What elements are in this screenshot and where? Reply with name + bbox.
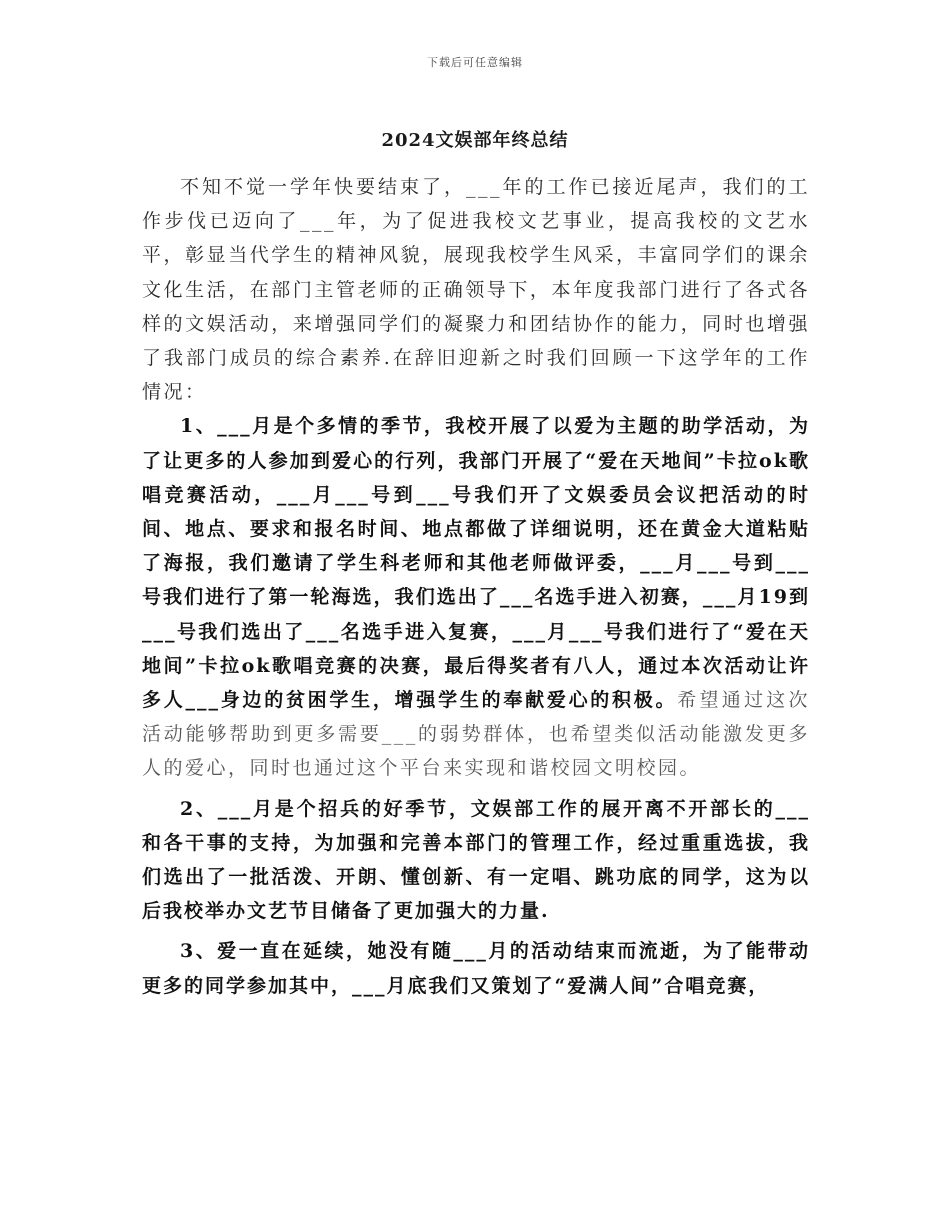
document-body xyxy=(142,170,810,1003)
item-3-paragraph: 3、爱一直在延续，她没有随___月的活动结束而流逝，为了能带动更多的同学参加其中，___月底我们又策划了“爱满人间”合唱竞赛， xyxy=(142,940,810,997)
item-2-paragraph: 2、___月是个招兵的好季节，文娱部工作的展开离不开部长的___和各干事的支持，为加强和完善本部门的管理工作，经过重重选拔，我们选出了一批活泼、开朗、懂创新、有一定唱、跳功底的同学，这为以后我校举办文艺节目储备了更加强大的力量. xyxy=(142,797,810,923)
page-header-note: 下载后可任意编辑 xyxy=(427,56,523,69)
item-1-paragraph xyxy=(142,409,810,785)
document-title: 2024文娱部年终总结 xyxy=(381,130,569,151)
item-1-light-text: 希望通过这次活动能够帮助到更多需要___的弱势群体，也希望类似活动能激发更多人的爱心，同时也通过这个平台来实现和谐校园文明校园。 xyxy=(142,689,810,780)
item-1-bold-text: 1、___月是个多情的季节，我校开展了以爱为主题的助学活动，为了让更多的人参加到爱心的行列，我部门开展了“爱在天地间”卡拉ok歌唱竞赛活动，___月___号到___号我们开了文娱委员会议把活动的时间、地点、要求和报名时间、地点都做了详细说明，还在黄金大道粘贴了海报，我们邀请了学生科老师和其他老师做评委，___月___号到___号我们进行了第一轮海选，我们选出了___名选手进入初赛，___月19到___号我们选出了___名选手进入复赛，___月___号我们进行了“爱在天地间”卡拉ok歌唱竞赛的决赛，最后得奖者有八人，通过本次活动让许多人___身边的贫困学生，增强学生的奉献爱心的积极。 xyxy=(142,415,810,712)
intro-paragraph: 不知不觉一学年快要结束了，___年的工作已接近尾声，我们的工作步伐已迈向了___年，为了促进我校文艺事业，提高我校的文艺水平，彰显当代学生的精神风貌，展现我校学生风采，丰富同学们的课余文化生活，在部门主管老师的正确领导下，本年度我部门进行了各式各样的文娱活动，来增强同学们的凝聚力和团结协作的能力，同时也增强了我部门成员的综合素养.在辞旧迎新之时我们回顾一下这学年的工作情况： xyxy=(142,176,810,404)
